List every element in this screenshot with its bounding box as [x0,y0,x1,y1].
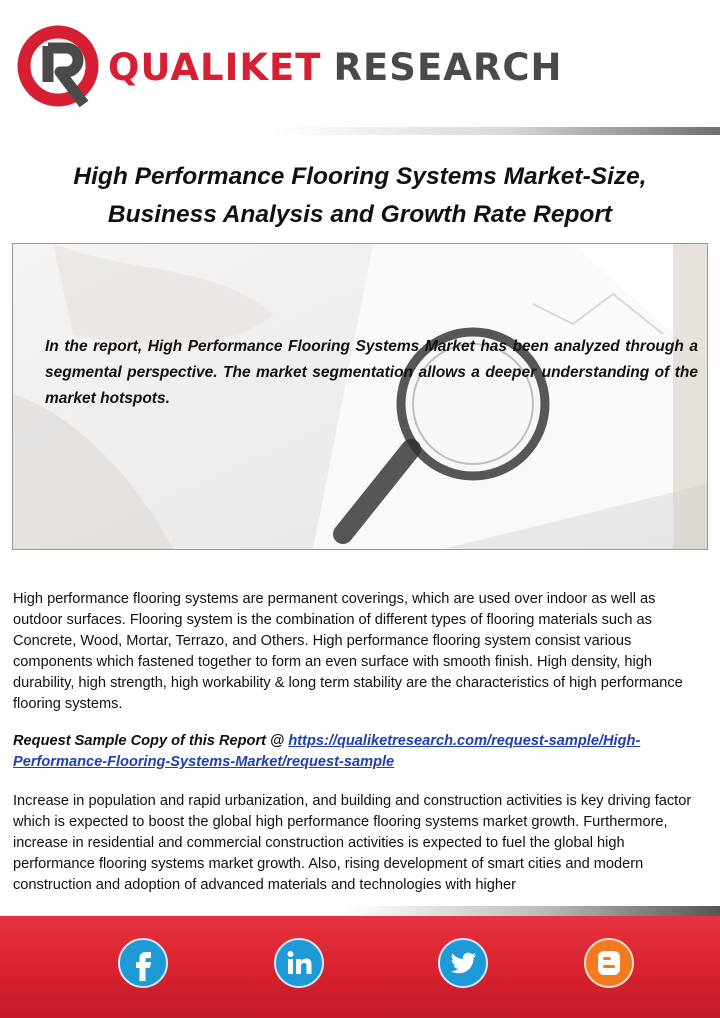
hero-image [12,243,708,550]
footer-divider [0,906,720,916]
qr-logo-icon [14,22,106,114]
drivers-paragraph: Increase in population and rapid urbanization, and building and construction activities is key driving factor which is expected to boost the global high performance flooring systems market growth. Furthermore, increase in residential and commercial construction activities is expected to fuel the global high performance flooring systems market growth. Also, rising development of smart cities and modern construction and adoption of advanced materials and technologies with higher [13,793,692,893]
hero-summary: In the report, High Performance Flooring Systems Market has been analyzed through a segmental perspective. The market segmentation allows a deeper understanding of the market hotspots. [45,338,698,407]
intro-paragraph: High performance flooring systems are permanent coverings, which are used over indoor as well as outdoor surfaces. Flooring system is the combination of different types of flooring materials such as Concrete, Wood, Mortar, Terrazo, and Others. High performance flooring system consist various components which fastened together to form an even surface with smooth finish. High density, high durability, high strength, high workability & long term stability are the characteristics of high performance flooring systems. [13,591,683,712]
facebook-icon[interactable] [118,938,168,988]
blogger-icon[interactable] [584,938,634,988]
header-divider [0,127,720,135]
brand-primary: QUALIKET [108,46,322,89]
title-line-1: High Performance Flooring Systems Market-Size, [73,163,647,190]
request-sample-link[interactable]: https://qualiketresearch.com/request-sample/High-Performance-Flooring-Systems-Market/request-sample [13,733,641,770]
title-line-2: Business Analysis and Growth Rate Report [107,201,613,228]
request-label: Request Sample Copy of this Report @ [13,733,289,749]
request-sample-line [13,731,708,773]
brand-wordmark [108,42,562,94]
page-header [0,0,720,132]
twitter-icon[interactable] [438,938,488,988]
brand-secondary: RESEARCH [333,46,563,89]
linkedin-icon[interactable] [274,938,324,988]
page-footer [0,916,720,1018]
page-title [20,158,700,234]
